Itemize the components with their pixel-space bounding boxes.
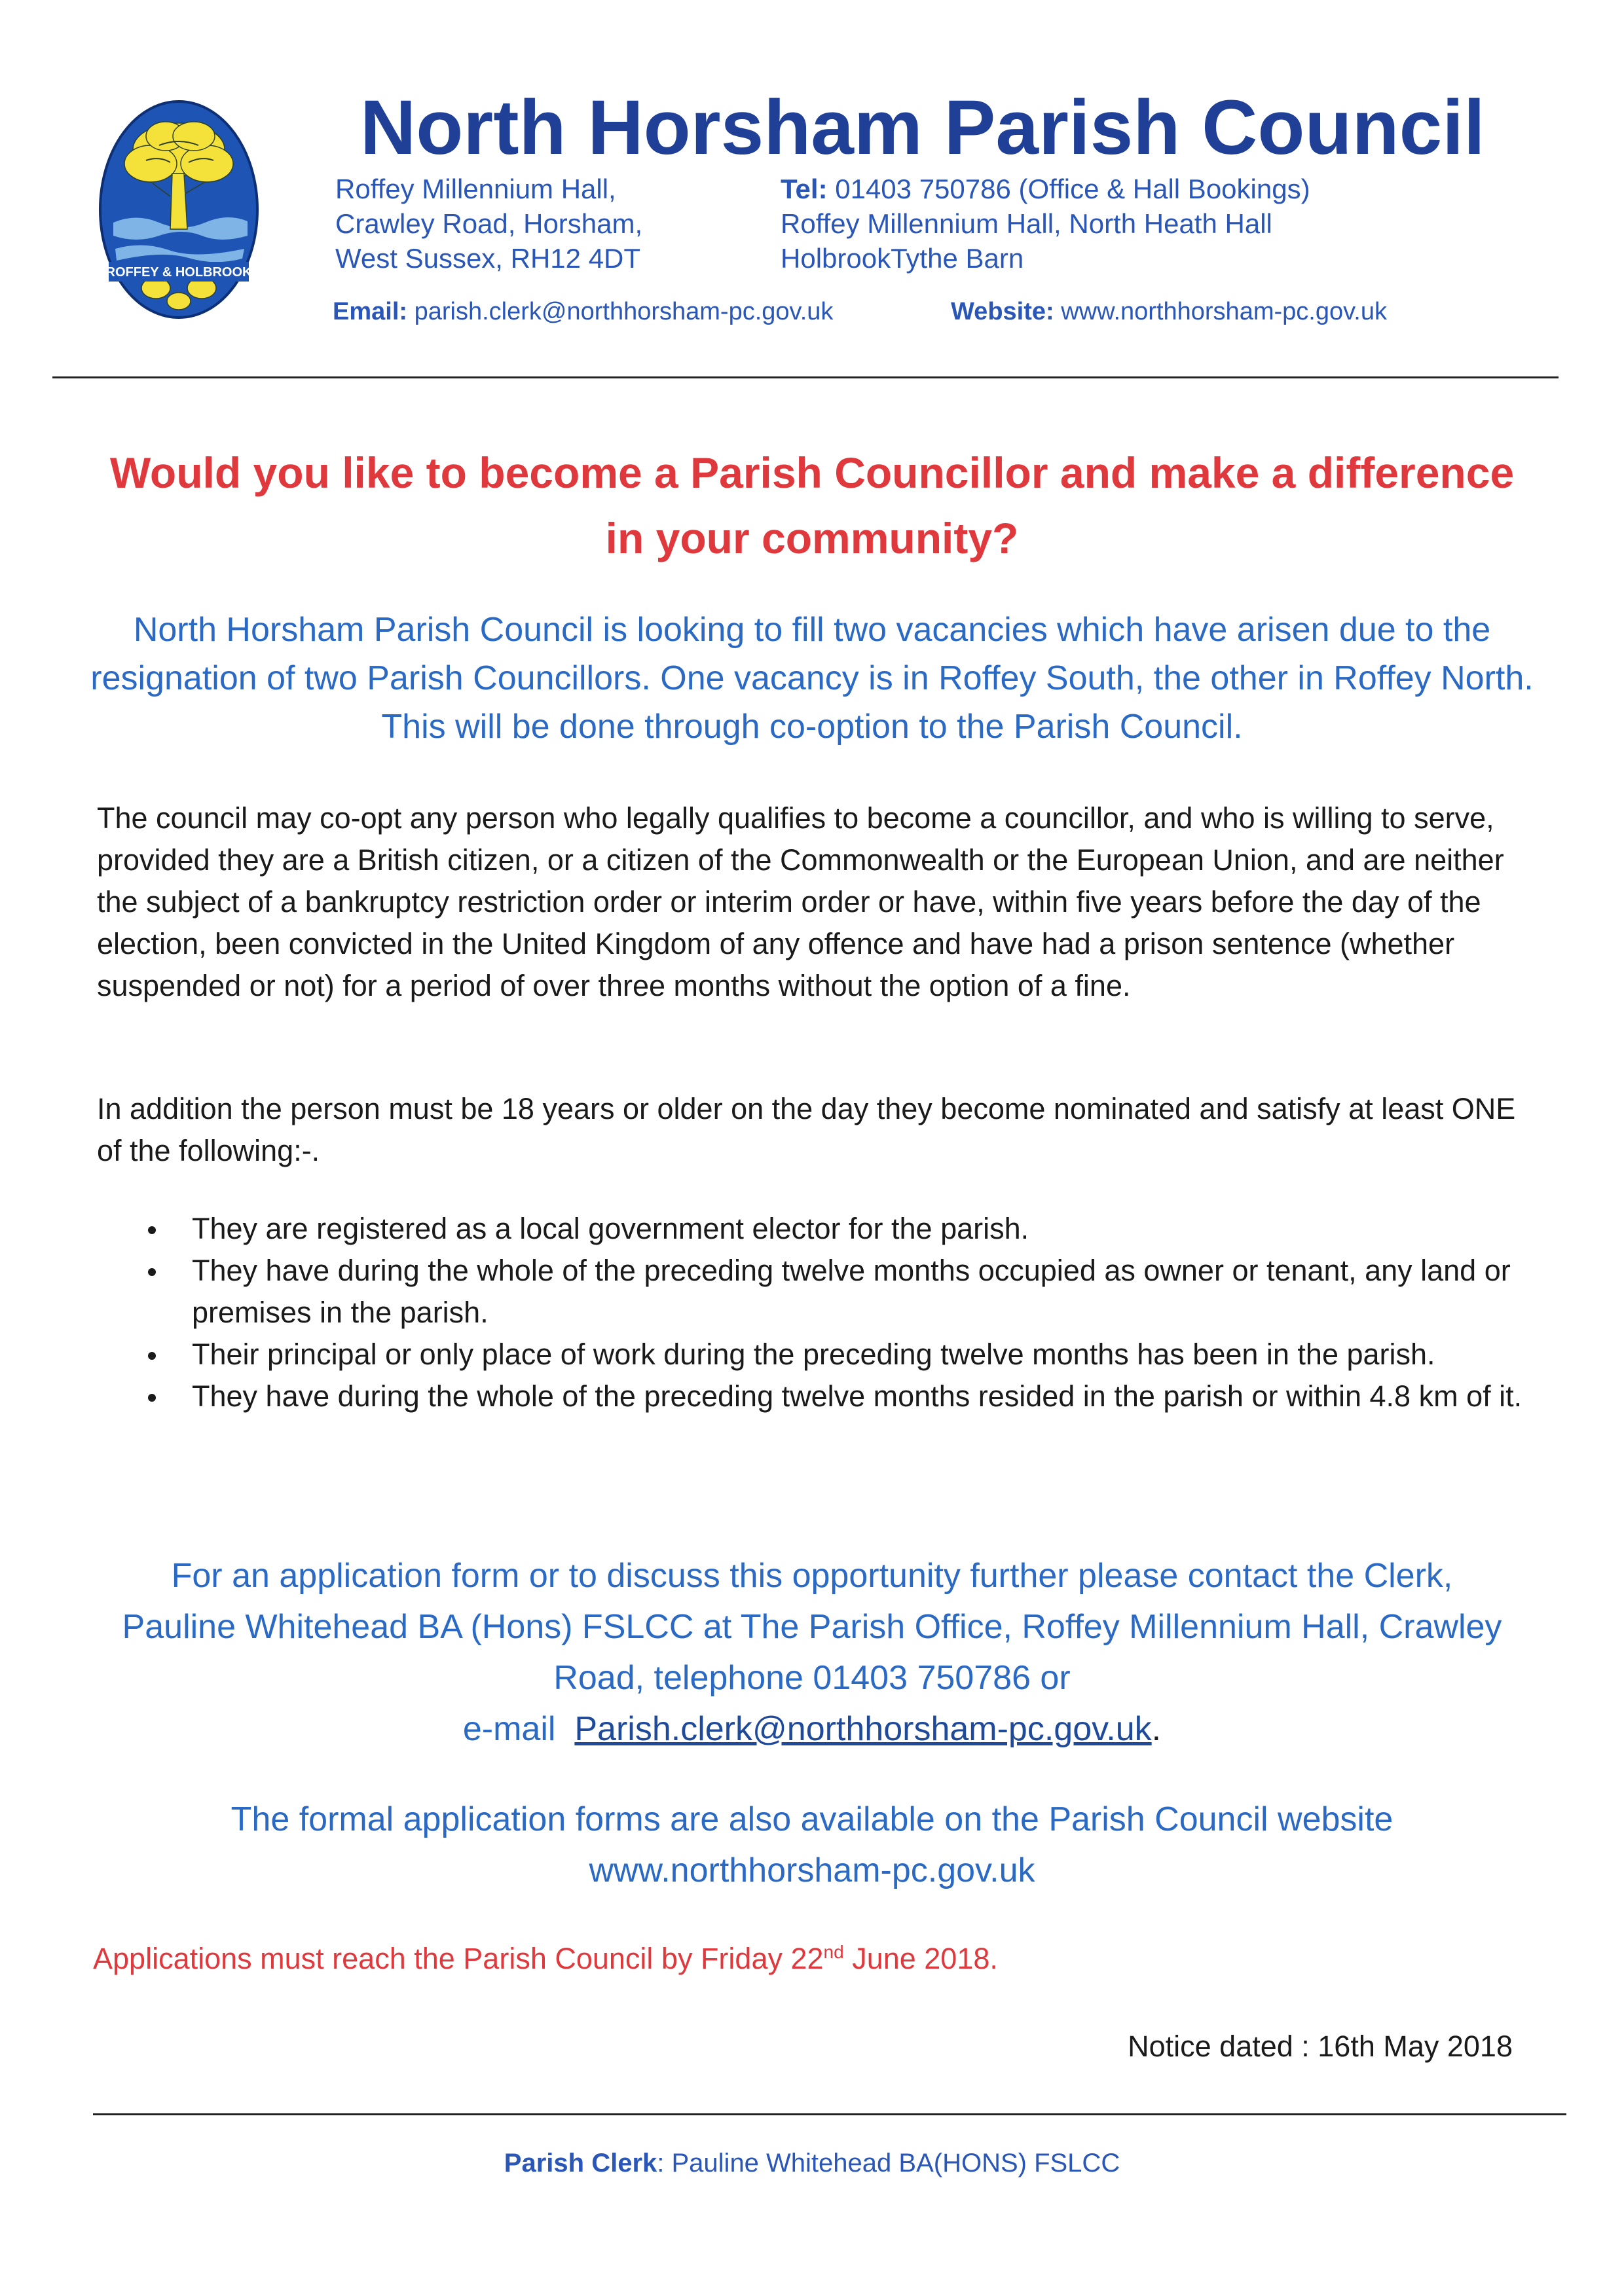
council-name: North Horsham Parish Council bbox=[360, 84, 1485, 171]
tel-label: Tel: bbox=[781, 173, 828, 204]
forms-note bbox=[118, 1794, 1506, 1896]
deadline-notice bbox=[93, 1938, 1403, 1980]
venues-line: HolbrookTythe Barn bbox=[781, 243, 1024, 274]
footer-value: : Pauline Whitehead BA(HONS) FSLCC bbox=[657, 2149, 1120, 2178]
website-link[interactable]: www.northhorsham-pc.gov.uk bbox=[1061, 298, 1387, 325]
footer bbox=[0, 2149, 1624, 2178]
address-line: Roffey Millennium Hall, bbox=[335, 173, 616, 204]
deadline-month: June 2018. bbox=[843, 1942, 998, 1975]
notice-date: Notice dated : 16th May 2018 bbox=[1128, 2030, 1513, 2063]
footer-divider bbox=[93, 2113, 1566, 2115]
eligibility-paragraph: The council may co-opt any person who legally qualifies to become a councillor, and who is willing to serve, provided they are a British citizen, or a citizen of the Commonwealth or the European Union, and are neither the subject of a bankruptcy restriction order or interim order or have, within five years before the day of the election, been convicted in the United Kingdom of any offence and have had a prison sentence (whether suspended or not) for a period of over three months without the option of a fine. bbox=[97, 801, 1504, 1002]
telephone-line bbox=[781, 172, 1435, 206]
list-item bbox=[143, 1376, 1524, 1417]
bullet-icon bbox=[148, 1352, 156, 1360]
list-item-text: Their principal or only place of work during the preceding twelve months has been in the parish. bbox=[192, 1338, 1435, 1371]
bullet-icon bbox=[148, 1394, 156, 1402]
venues-line: Roffey Millennium Hall, North Heath Hall bbox=[781, 208, 1272, 239]
list-item-text: They have during the whole of the preceding twelve months resided in the parish or within 4.8 km of it. bbox=[192, 1379, 1522, 1413]
postal-address bbox=[335, 172, 741, 276]
requirements-list bbox=[143, 1208, 1524, 1417]
header-divider bbox=[52, 376, 1559, 378]
tel-value: 01403 750786 (Office & Hall Bookings) bbox=[835, 173, 1310, 204]
deadline-text: Applications must reach the Parish Council by Friday 22 bbox=[93, 1942, 824, 1975]
forms-website-link[interactable]: www.northhorsham-pc.gov.uk bbox=[589, 1851, 1035, 1889]
list-item bbox=[143, 1208, 1524, 1250]
email-suffix: . bbox=[1151, 1710, 1162, 1748]
deadline-ordinal: nd bbox=[823, 1942, 844, 1962]
clerk-email-link[interactable]: Parish.clerk@northhorsham-pc.gov.uk bbox=[574, 1710, 1152, 1748]
website-row bbox=[951, 298, 1387, 326]
email-row bbox=[333, 298, 833, 326]
contact-text: For an application form or to discuss this opportunity further please contact the Clerk, Pauline Whitehead BA (Hons) FSLCC at The Parish Office, Roffey Millennium Hall, Crawley Road, telephone 01403 750786 or bbox=[122, 1557, 1502, 1697]
headline: Would you like to become a Parish Councillor and make a difference in your community? bbox=[109, 448, 1515, 562]
address-line: West Sussex, RH12 4DT bbox=[335, 243, 641, 274]
list-item-text: They have during the whole of the preceding twelve months occupied as owner or tenant, any land or premises in the parish. bbox=[192, 1254, 1511, 1329]
website-label: Website: bbox=[951, 298, 1054, 325]
email-label: Email: bbox=[333, 298, 408, 325]
list-item-text: They are registered as a local government elector for the parish. bbox=[192, 1212, 1029, 1245]
address-line: Crawley Road, Horsham, bbox=[335, 208, 643, 239]
list-item bbox=[143, 1334, 1524, 1376]
bullet-icon bbox=[148, 1268, 156, 1276]
forms-note-text: The formal application forms are also available on the Parish Council website bbox=[231, 1800, 1393, 1838]
contact-paragraph bbox=[118, 1550, 1506, 1755]
council-logo bbox=[97, 98, 261, 321]
footer-label: Parish Clerk bbox=[504, 2149, 657, 2178]
bullet-icon bbox=[148, 1226, 156, 1234]
logo-text: ROFFEY & HOLBROOK bbox=[105, 265, 252, 280]
requirements-intro: In addition the person must be 18 years or older on the day they become nominated and satisfy at least ONE of the following:-. bbox=[97, 1092, 1516, 1167]
contact-details bbox=[781, 172, 1435, 276]
email-prefix: e-mail bbox=[462, 1710, 556, 1748]
list-item bbox=[143, 1250, 1524, 1334]
intro-paragraph: North Horsham Parish Council is looking to fill two vacancies which have arisen due to the resignation of two Parish Councillors. One vacancy is in Roffey South, the other in Roffey North. This will be done through co-option to the Parish Council. bbox=[90, 611, 1534, 746]
email-link[interactable]: parish.clerk@northhorsham-pc.gov.uk bbox=[414, 298, 834, 325]
